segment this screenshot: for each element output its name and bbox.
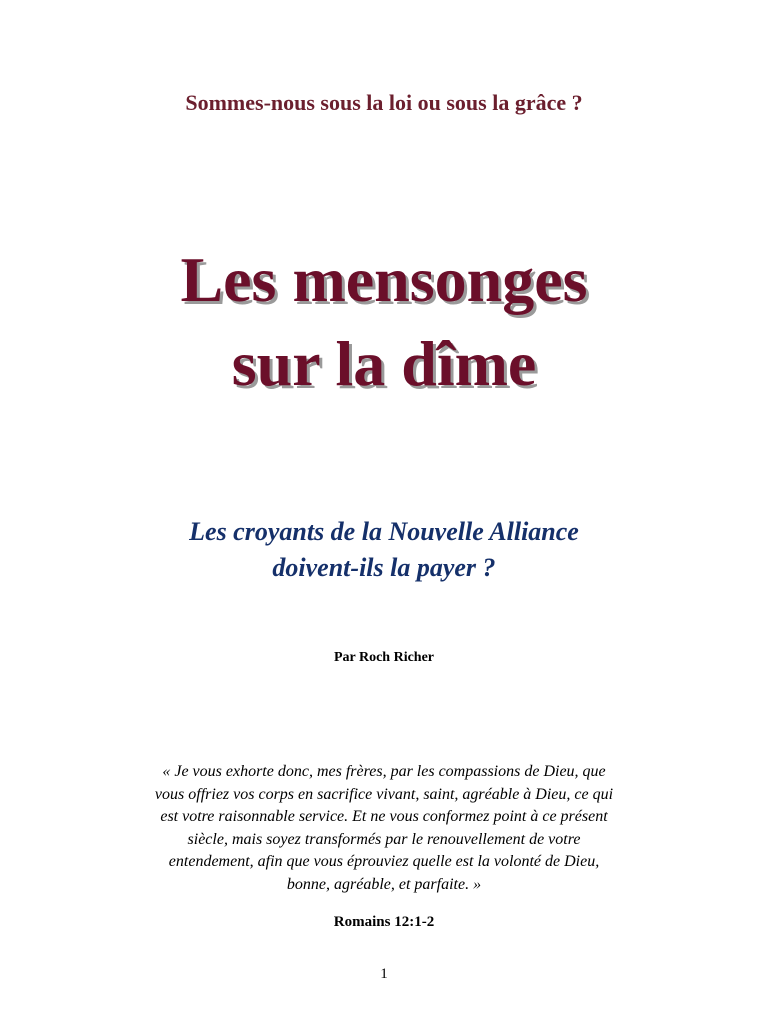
title-line-2: sur la dîme [231, 328, 537, 399]
subtitle-line-2: doivent-ils la payer ? [272, 553, 496, 582]
document-title [0, 238, 768, 406]
document-subtitle [0, 514, 768, 586]
scripture-quote [110, 761, 658, 896]
page-number: 1 [380, 966, 388, 982]
quote-line-6: bonne, agréable, et parfaite. » [286, 875, 482, 893]
title-line-1: Les mensonges [180, 244, 588, 315]
quote-line-1: « Je vous exhorte donc, mes frères, par les compassions de Dieu, que [162, 763, 606, 780]
author-byline: Par Roch Richer [333, 650, 435, 665]
quote-line-5: entendement, afin que vous éprouviez quelle est la volonté de Dieu, [168, 853, 600, 870]
quote-line-2: vous offriez vos corps en sacrifice vivant, saint, agréable à Dieu, ce qui [154, 785, 614, 803]
quote-line-3: est votre raisonnable service. Et ne vous conformez point à ce présent [160, 808, 608, 825]
document-supertitle: Sommes-nous sous la loi ou sous la grâce ? [185, 90, 583, 115]
quote-line-4: siècle, mais soyez transformés par le renouvellement de votre [187, 830, 581, 848]
scripture-reference: Romains 12:1-2 [333, 914, 435, 930]
subtitle-line-1: Les croyants de la Nouvelle Alliance [189, 517, 579, 546]
